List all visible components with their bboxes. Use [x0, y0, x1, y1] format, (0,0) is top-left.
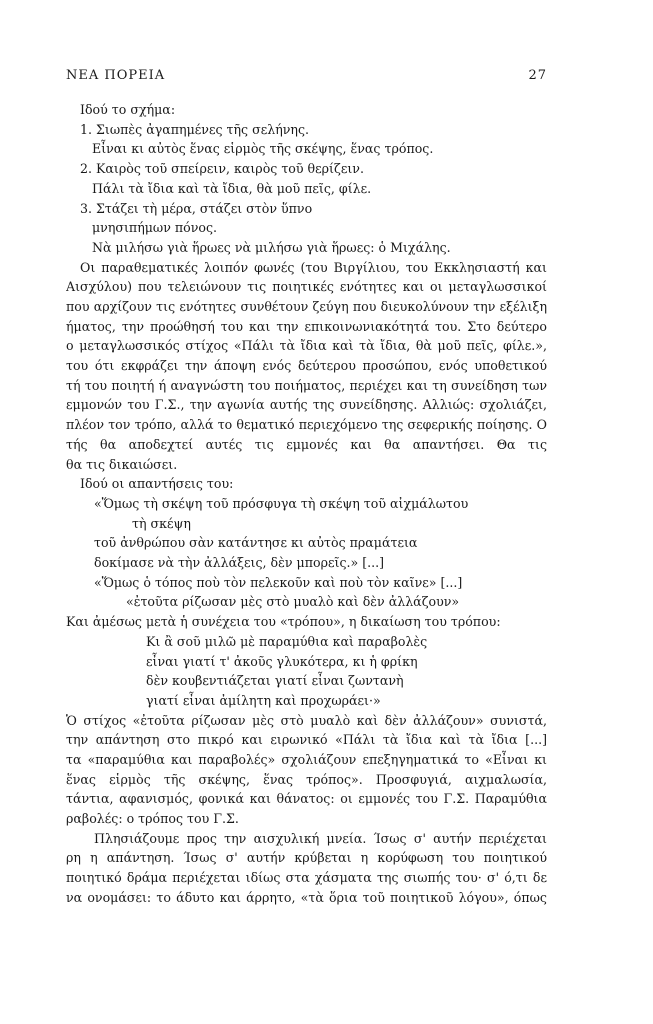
text-line: Αισχύλου) που τελειώνουν τις ποιητικές ενότητες και οι μεταγλωσσικοί: [66, 279, 547, 295]
text-line: Ιδού οι απαντήσεις του:: [80, 476, 234, 492]
quote-line: δοκίμασε νὰ τὴν ἀλλάξεις, δὲν μπορεῖς.» [...]: [94, 555, 385, 571]
text-line: να ονομάσει: το άδυτο και άρρητο, «τὰ ὅρια τοῦ ποιητικοῦ λόγου», όπως: [66, 889, 547, 905]
text-line: Πάλι τὰ ἴδια καὶ τὰ ἴδια, θὰ μοῦ πεῖς, φίλε.: [92, 180, 372, 196]
text-line: πλέον τον τρόπο, αλλά το θεματικό περιεχόμενο της σεφερικής ποίησης. Ο: [66, 417, 547, 433]
quote-line: «ἐτοῦτα ρίζωσαν μὲς στὸ μυαλὸ καὶ δὲν ἀλλάζουν»: [126, 594, 460, 610]
text-line: ρη η απάντηση. Ίσως σ' αυτήν κρύβεται η κορύφωση του ποιητικού: [66, 850, 547, 866]
text-line: τα «παραμύθια και παραβολές» σχολιάζουν επεξηγηματικά το «Εἶναι κι: [66, 752, 547, 768]
quote-line: δὲν κουβεντιάζεται γιατί εἶναι ζωντανὴ: [146, 673, 404, 689]
text-line: ραβολές: ο τρόπος του Γ.Σ.: [66, 811, 239, 827]
quote-line: τὴ σκέψη: [132, 515, 191, 531]
text-line: θα τις δικαιώσει.: [66, 456, 178, 472]
running-header: [66, 68, 547, 83]
text-line: 1. Σιωπὲς ἀγαπημένες τῆς σελήνης.: [80, 121, 309, 137]
text-line: τάντια, αφανισμός, φονικά και θάνατος: οι εμμονές του Γ.Σ. Παραμύθια: [66, 791, 547, 807]
quote-line: τοῦ ἀνθρώπου σὰν κατάντησε κι αὐτὸς πραμάτεια: [94, 535, 418, 551]
text-line: Πλησιάζουμε προς την αισχυλική μνεία. Ίσως σ' αυτήν περιέχεται: [94, 830, 547, 846]
quote-line: «Ὅμως ὁ τόπος ποὺ τὸν πελεκοῦν καὶ ποὺ τὸν καῖνε» [...]: [94, 574, 463, 590]
text-line: Και ἀμέσως μετὰ ἡ συνέχεια του «τρόπου», η δικαίωση του τρόπου:: [66, 614, 501, 630]
text-line: 3. Στάζει τὴ μέρα, στάζει στὸν ὕπνο: [80, 200, 313, 216]
text-line: τής θα αποδεχτεί αυτές τις εμμονές και θα απαντήσει. Θα τις: [66, 436, 547, 452]
page-number: 27: [528, 68, 547, 83]
text-line: την απάντηση στο πικρό και ειρωνικό «Πάλι τὰ ἴδια καὶ τὰ ἴδια [...]: [66, 732, 547, 748]
text-line: τή του ποιητή ή αναγνώστη του ποιήματος, περιέχει και τη συνείδηση των: [66, 377, 547, 393]
journal-title: ΝΕΑ ΠΟΡΕΙΑ: [66, 68, 166, 83]
text-line: ο μεταγλωσσικός στίχος «Πάλι τὰ ἴδια καὶ τὰ ἴδια, θὰ μοῦ πεῖς, φίλε.»,: [66, 338, 547, 354]
text-line: εμμονών του Γ.Σ., την αγωνία αυτής της συνείδησης. Αλλιώς: σχολιάζει,: [66, 397, 547, 413]
text-line: που αρχίζουν τις ενότητες συνθέτουν ζεύγη που διευκολύνουν την εξέλιξη: [66, 299, 547, 314]
text-line: ήματος, την προώθησή του και την επικοινωνιακότητά του. Στο δεύτερο: [66, 318, 547, 334]
text-line: Νὰ μιλήσω γιὰ ἥρωες νὰ μιλήσω γιὰ ἥρωες: ὁ Μιχάλης.: [92, 239, 451, 255]
quote-line: εἶναι γιατί τ' ἀκοῦς γλυκότερα, κι ἡ φρίκη: [146, 653, 418, 669]
text-line: ποιητικό δράμα περιέχεται ιδίως στα χάσματα της σιωπής του· σ' ό,τι δε: [66, 870, 547, 886]
text-line: ἕνας εἱρμὸς τῆς σκέψης, ἕνας τρόπος». Προσφυγιά, αιχμαλωσία,: [66, 771, 547, 787]
text-line: μνησιπήμων πόνος.: [92, 220, 218, 236]
text-line: του ότι εκφράζει την άποψη ενός δεύτερου προσώπου, ενός υποθετικού: [66, 358, 547, 374]
quote-line: «Ὅμως τὴ σκέψη τοῦ πρόσφυγα τὴ σκέψη τοῦ αἰχμάλωτου: [94, 495, 469, 511]
text-line: Ὁ στίχος «ἐτοῦτα ρίζωσαν μὲς στὸ μυαλὸ καὶ δὲν ἀλλάζουν» συνιστά,: [66, 712, 547, 728]
text-line: Οι παραθεματικές λοιπόν φωνές (του Βιργίλιου, του Εκκλησιαστή και: [80, 259, 547, 275]
quote-line: γιατί εἶναι ἀμίλητη καὶ προχωράει·»: [146, 692, 381, 708]
text-line: 2. Καιρὸς τοῦ σπείρειν, καιρὸς τοῦ θερίζειν.: [80, 161, 364, 177]
text-line: Εἶναι κι αὐτὸς ἕνας εἱρμὸς τῆς σκέψης, ἕνας τρόπος.: [92, 141, 434, 157]
quote-line: Κι ἂ σοῦ μιλῶ μὲ παραμύθια καὶ παραβολὲς: [146, 633, 428, 649]
text-line: Ιδού το σχήμα:: [80, 102, 176, 117]
page-body: [66, 100, 547, 908]
